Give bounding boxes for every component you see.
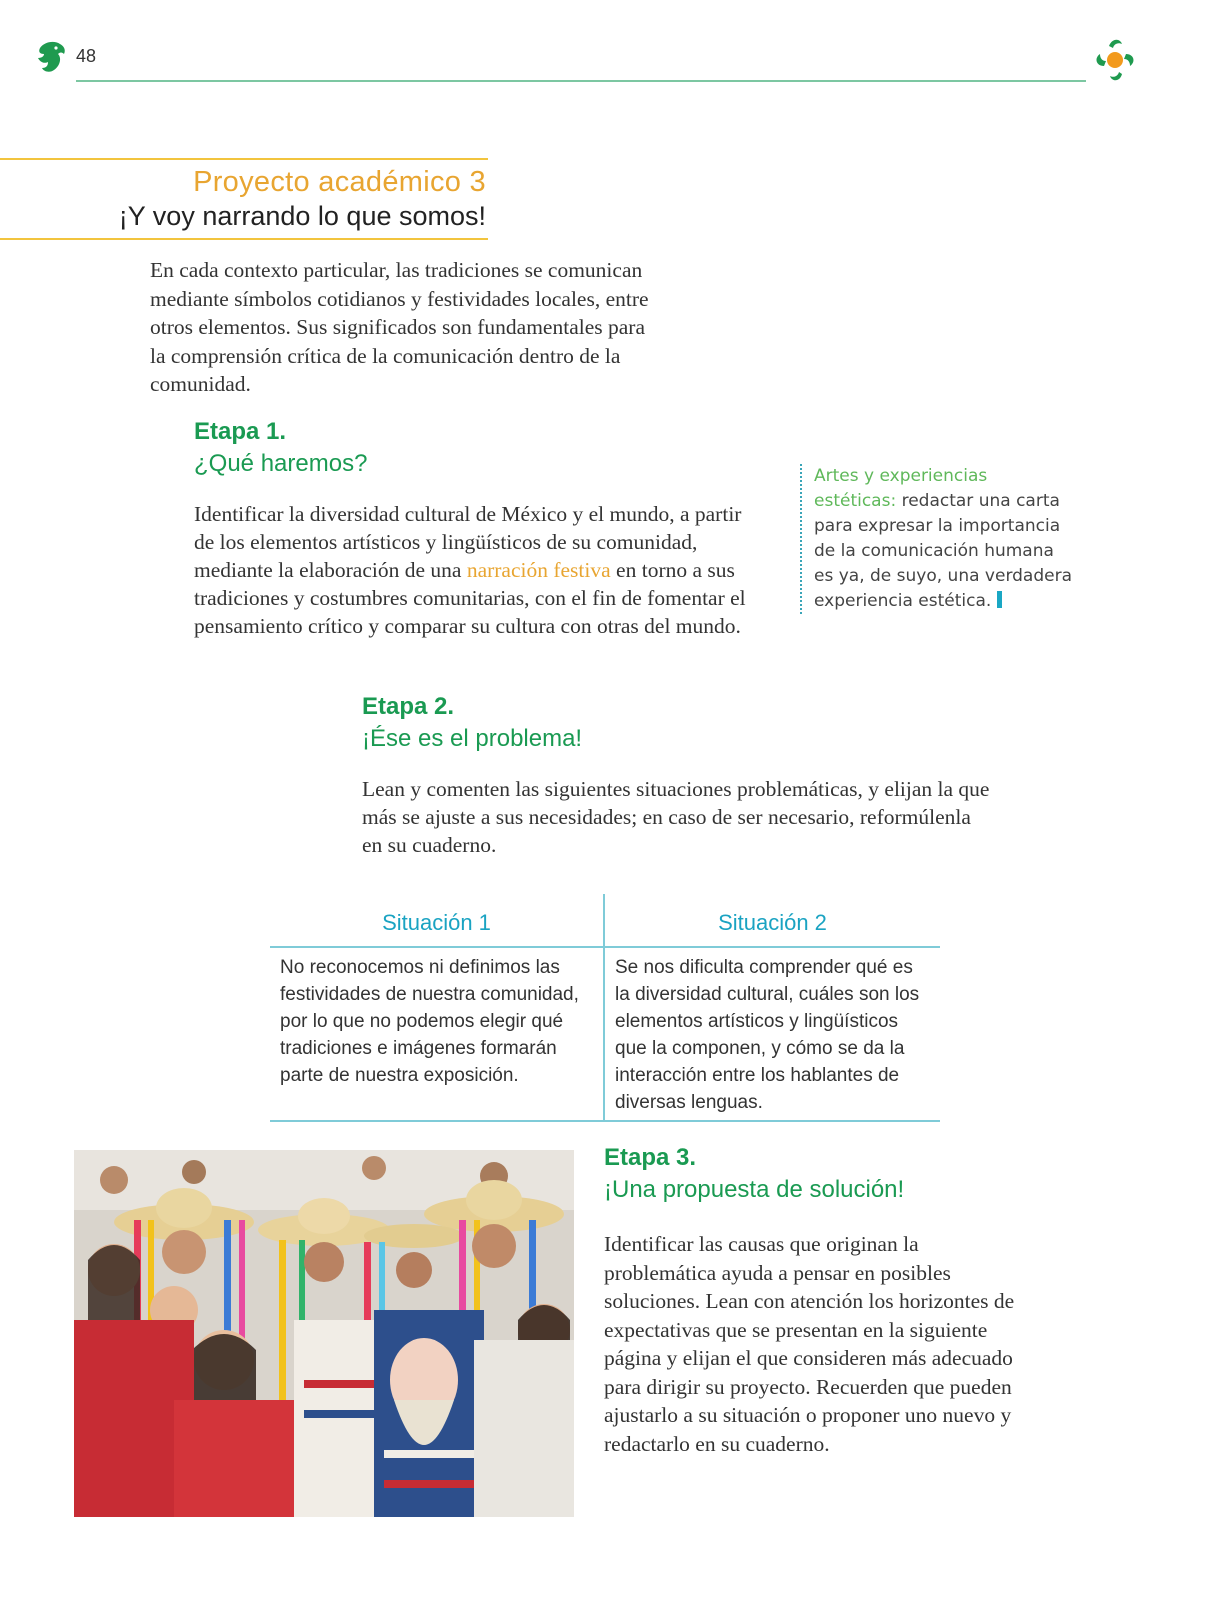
situation-2-header: Situación 2 [718, 910, 827, 935]
etapa-2-heading-block [362, 693, 582, 753]
etapa-1-heading: Etapa 1. [194, 418, 287, 445]
intro-paragraph: En cada contexto particular, las tradiciones se comunican mediante símbolos cotidianos y festividades locales, entre otros elementos. Sus significados son fundamentales para la comprensión crítica de la comunicación dentro de la comunidad. [150, 258, 649, 396]
etapa-3-subheading: ¡Una propuesta de solución! [604, 1176, 905, 1203]
festival-photo [74, 1150, 574, 1517]
side-note [800, 464, 1074, 614]
etapa-2-paragraph: Lean y comenten las siguientes situaciones problemáticas, y elijan la que más se ajuste a sus necesidades; en caso de ser necesario, reformúlenla en su cuaderno. [362, 777, 990, 857]
etapa-3-heading-block [604, 1144, 904, 1204]
project-title: ¡Y voy narrando lo que somos! [118, 201, 486, 231]
etapa-3-paragraph: Identificar las causas que originan la problemática ayuda a pensar en posibles soluciones. Lean con atención los horizontes de expectativas que se presentan en la siguiente página y elijan el que consideren más adecuado para dirigir su proyecto. Recuerden que pueden ajustarlo a su situación o proponer uno nuevo y redactarlo en su cuaderno. [604, 1232, 1015, 1456]
side-note-text: redactar una carta para expresar la importancia de la comunicación humana es ya, de suyo, una verdadera experiencia estética. [814, 491, 1073, 611]
title-top-rule [0, 158, 488, 160]
situations-body-row [270, 948, 940, 1122]
etapa-1-subheading: ¿Qué haremos? [194, 450, 368, 477]
etapa-1-text-after: en torno a sus tradiciones y costumbres comunitarias, con el fin de fomentar el pensamiento crítico y comparar su cultura con otras del mundo. [194, 558, 746, 638]
etapa-1-text-before: Identificar la diversidad cultural de México y el mundo, a partir de los elementos artísticos y lingüísticos de su comunidad, mediante la elaboración de una [194, 502, 742, 582]
title-bottom-rule [0, 238, 488, 240]
etapa-2-heading: Etapa 2. [362, 693, 455, 720]
etapa-3-heading: Etapa 3. [604, 1144, 697, 1171]
project-title-block [0, 158, 488, 240]
etapa-2-subheading: ¡Ése es el problema! [362, 725, 583, 752]
etapa-1-highlight: narración festiva [466, 558, 611, 582]
etapa-1-heading-block [194, 418, 367, 478]
end-marker-icon [997, 591, 1002, 608]
situation-2-cell: Se nos dificulta comprender qué es la diversidad cultural, cuáles son los elementos artísticos y lingüísticos que la componen, y cómo se da la interacción entre los hablantes de diversas lenguas. [615, 957, 920, 1113]
page-number: 48 [76, 46, 97, 66]
situations-table [270, 894, 940, 1122]
side-note-label: Artes y experiencias estéticas: [814, 466, 988, 511]
situations-header-row [270, 894, 940, 948]
orange-flower-logo-icon [1090, 34, 1140, 86]
etapa-1-paragraph [194, 500, 764, 640]
header-rule [76, 80, 1086, 82]
project-label: Proyecto académico 3 [193, 166, 486, 198]
green-bird-logo-icon [36, 40, 68, 74]
situation-1-cell: No reconocemos ni definimos las festividades de nuestra comunidad, por lo que no podemos elegir qué tradiciones e imágenes formarán parte de nuestra exposición. [270, 948, 605, 1120]
situation-1-header: Situación 1 [270, 894, 605, 946]
